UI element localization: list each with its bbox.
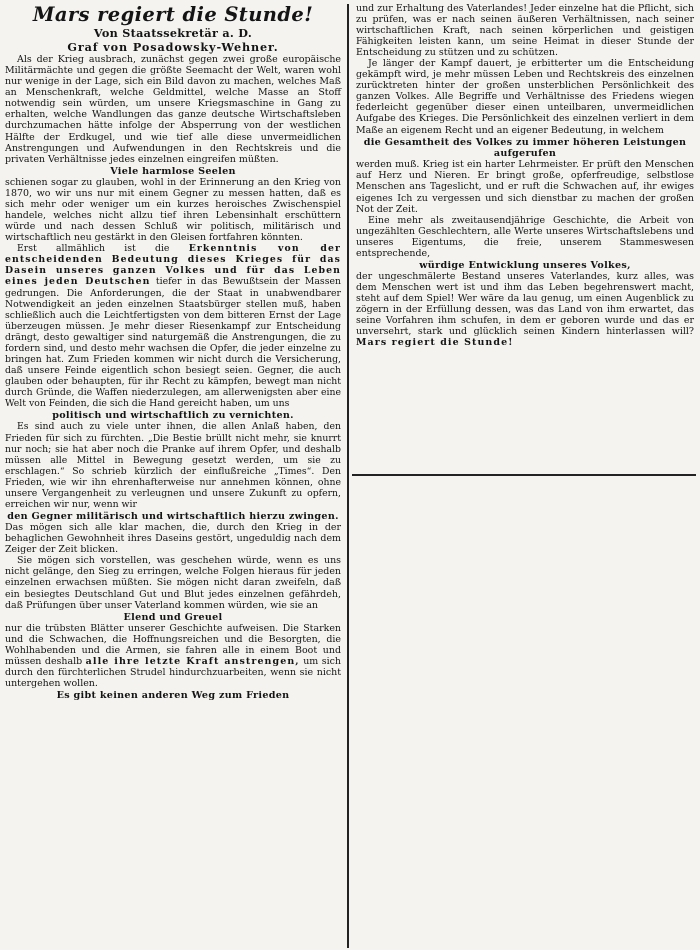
paragraph: Eine mehr als zweitausendjährige Geschichte, die Arbeit von ungezählten Geschlechtern, alle Werte unseres Wirtschaftslebens und unseres Eigentums, die freie, unserem Stammeswesen entsprechende,	[356, 214, 694, 259]
paragraph: werden muß. Krieg ist ein harter Lehrmeister. Er prüft den Menschen auf Herz und Nieren. Er bringt große, opferfreudige, selbstlose Menschen ans Tageslicht, und er ruft die Schwachen auf, ihr ewiges eigenes Ich zu vergessen und sich dienstbar zu machen der großen Not der Zeit.	[356, 159, 694, 215]
right-column	[356, 3, 694, 349]
subheading: den Gegner militärisch und wirtschaftlich hierzu zwingen.	[7, 510, 339, 522]
closing-slogan: Mars regiert die Stunde!	[356, 337, 514, 349]
subheading: Viele harmlose Seelen	[110, 165, 236, 177]
article-title: Mars regiert die Stunde!	[32, 3, 314, 26]
paragraph: Je länger der Kampf dauert, je erbitterter um die Entscheidung gekämpft wird, je mehr müssen Leben und Rechtskreis des einzelnen zurücktreten hinter der großen unsterblichen Persönlichkeit des ganzen Volkes. Alle Begriffe und Verhältnisse des Friedens wiegen federleicht gegenüber dieser einen unteilbaren, unvermeidlichen Aufgabe des Krieges. Die Persönlichkeit des einzelnen verliert in dem Maße an eigenem Recht und an eigener Bedeutung, in welchem	[356, 58, 694, 136]
paragraph: Als der Krieg ausbrach, zunächst gegen zwei große europäische Militärmächte und gegen die größte Seemacht der Welt, waren wohl nur wenige in der Lage, sich ein Bild davon zu machen, welches Maß an Menschenkraft, welche Geldmittel, welche Masse an Stoff notwendig sein würden, um unsere Kriegsmaschine in Gang zu erhalten, welche Wandlungen das ganze deutsche Wirtschaftsleben durchzumachen hätte infolge der Absperrung von der westlichen Hälfte der Erdkugel, und wie tief alle diese unvermeidlichen Anstrengungen und Aufwendungen in den Rechtskreis und die privaten Verhältnisse jedes einzelnen eingreifen müßten.	[5, 54, 341, 165]
subheading: würdige Entwicklung unseres Volkes,	[419, 259, 631, 271]
emphasized-text: Erkenntnis von der entscheidenden Bedeutung dieses Krieges für das Dasein unseres ganzen Volkes und für das Leben eines jeden Deutschen	[5, 243, 341, 288]
text-run: Erst allmählich ist die	[17, 243, 170, 255]
byline-office: Von Staatssekretär a. D.	[93, 26, 253, 40]
paragraph: Es sind auch zu viele unter ihnen, die allen Anlaß haben, den Frieden für sich zu fürchten. „Die Bestie brüllt nicht mehr, sie knurrt nur noch; sie hat aber noch die Pranke auf ihrem Opfer, und deshalb müssen alle Mittel in Bewegung gesetzt werden, um sie zu erschlagen.“ So schrieb kürzlich der einflußreiche „Times“. Den Frieden, wie wir ihn ehrenhafterweise nur annehmen können, ohne unsere Vergangenheit zu verleugnen und unsere Zukunft zu opfern, erreichen wir nur, wenn wir	[5, 421, 341, 510]
paragraph: Das mögen sich alle klar machen, die, durch den Krieg in der behaglichen Gewohnheit ihres Daseins gestört, ungeduldig nach dem Zeiger der Zeit blicken.	[5, 522, 341, 556]
paragraph: schienen sogar zu glauben, wohl in der Erinnerung an den Krieg von 1870, wo wir uns nur mit einem Gegner zu messen hatten, daß es sich mehr oder weniger um ein kurzes heroisches Zwischenspiel handele, welches nicht allzu tief ihren Lebensinhalt erschüttern würde und nach dessen Schluß wir politisch, militärisch und wirtschaftlich neu gestärkt in den Gleisen fortfahren könnten.	[5, 177, 341, 244]
paragraph	[5, 243, 341, 409]
text-run: der ungeschmälerte Bestand unseres Vaterlandes, kurz alles, was dem Menschen wert ist und ihm das Leben begehrenswert macht, steht auf dem Spiel! Wer wäre da lau genug, um einen Augenblick zu zögern in der Erfüllung dessen, was das Land von ihm erwartet, das seine Vorfahren ihm schufen, in dem er geboren wurde und das er unversehrt, stark und glücklich seinen Kindern hinterlassen will?	[356, 271, 694, 338]
subheading: Elend und Greuel	[123, 611, 223, 623]
paragraph	[356, 271, 694, 348]
text-run: nur die trübsten Blätter unserer Geschichte aufweisen. Die Starken und die Schwachen, die Hoffnungsreichen und die Besorgten, die Wohlhabenden und die Armen, sie fahren alle in einem Boot und müssen deshalb	[5, 623, 341, 668]
column-divider	[347, 4, 349, 948]
text-run: um sich durch den fürchterlichen Strudel hindurchzuarbeiten, wenn sie nicht untergehen wollen.	[5, 656, 341, 690]
left-column	[5, 3, 341, 702]
emphasized-text: alle ihre letzte Kraft anstrengen,	[85, 656, 300, 668]
subheading: die Gesamtheit des Volkes zu immer höheren Leistungen aufgerufen	[363, 136, 687, 159]
subheading: Es gibt keinen anderen Weg zum Frieden	[56, 690, 290, 702]
text-run: tiefer in das Bewußtsein der Massen gedrungen. Die Anforderungen, die der Staat in unabwendbarer Notwendigkeit an jeden einzelnen Staatsbürger stellen muß, haben schließlich auch die Leichtfertigsten von dem bitteren Ernst der Lage überzeugen müssen. Je mehr dieser Riesenkampf zur Entscheidung drängt, desto gewaltiger sind naturgemäß die Anstrengungen, die zu fordern sind, und desto mehr wachsen die Opfer, die jeder einzelne zu bringen hat. Zum Frieden kommen wir nicht durch die Versicherung, daß unsere Feinde eigentlich schon besiegt seien. Gegner, die auch glauben oder behaupten, für ihr Recht zu kämpfen, bewegt man nicht durch Gründe, die Waffen niederzulegen, am allerwenigsten aber eine Welt von Feinden, die sich die Hand gereicht haben, um uns	[5, 276, 341, 409]
paragraph: und zur Erhaltung des Vaterlandes! Jeder einzelne hat die Pflicht, sich zu prüfen, was er nach seinen äußeren Verhältnissen, nach seiner wirtschaftlichen Kraft, nach seinen körperlichen und geistigen Fähigkeiten leisten kann, um seine Heimat in dieser Stunde der Entscheidung zu stützen und zu schützen.	[356, 3, 694, 59]
article-end-rule	[352, 474, 696, 476]
byline-author: Graf von Posadowsky-Wehner.	[67, 39, 279, 54]
subheading: politisch und wirtschaftlich zu vernichten.	[52, 410, 294, 422]
paragraph	[5, 623, 341, 689]
paragraph: Sie mögen sich vorstellen, was geschehen würde, wenn es uns nicht gelänge, den Sieg zu erringen, welche Folgen hieraus für jeden einzelnen erwachsen müßten. Sie mögen nicht daran zweifeln, daß ein besiegtes Deutschland Gut und Blut jedes einzelnen gefährdeh, daß Prüfungen über unser Vaterland kommen würden, wie sie an	[5, 555, 341, 611]
